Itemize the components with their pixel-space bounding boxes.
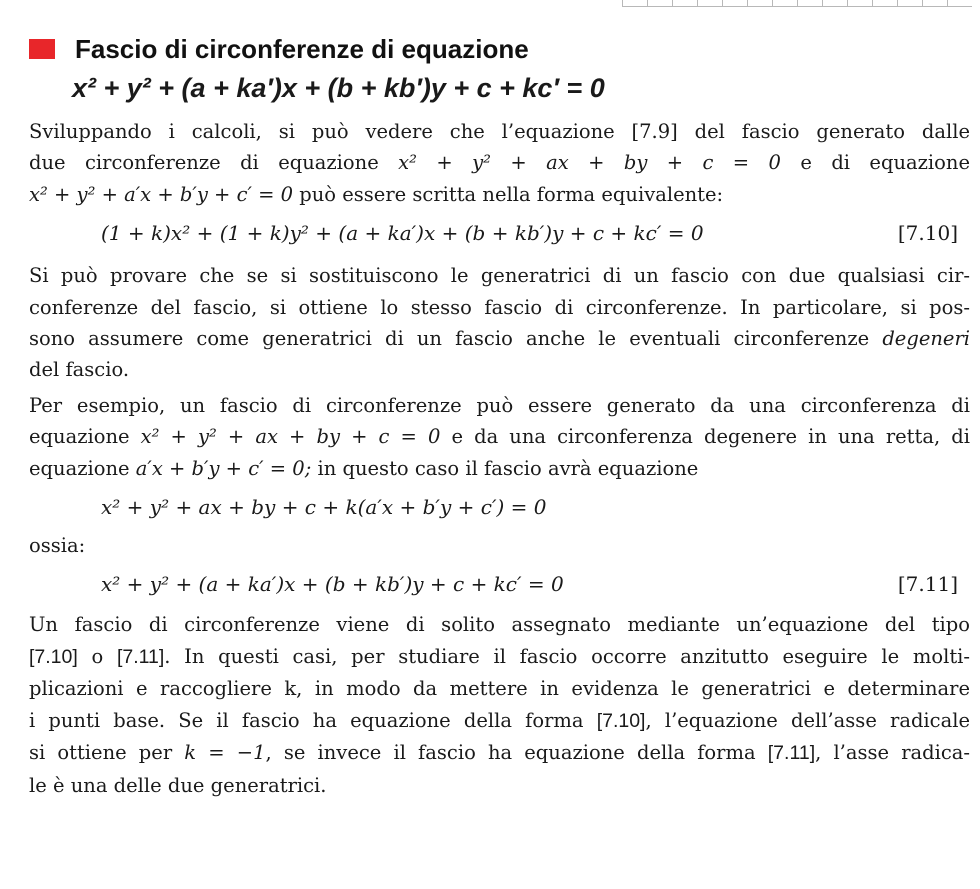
p4-line-3: plicazioni e raccogliere k, in modo da mettere in evidenza le generatrici e determinare: [29, 677, 970, 701]
ref-7-11-b: [7.11]: [767, 742, 816, 765]
p4-line-4: i punti base. Se il fascio ha equazione della forma [7.10], l’equazione dell’asse radicale: [29, 708, 970, 732]
emphasis-degeneri: degeneri: [882, 327, 971, 351]
p1-line-3: x² + y² + a′x + b′y + c′ = 0 può essere scritta nella forma equivalente:: [29, 182, 724, 206]
p1-line-2: due circonferenze di equazione x² + y² + ax + by + c = 0 e di equazione: [29, 151, 970, 175]
p2-line-2: conferenze del fascio, si ottiene lo stesso fascio di circonferenze. In particolare, si pos-: [29, 295, 970, 319]
p2-line-4: del fascio.: [29, 358, 130, 382]
equation-7-10-formula: (1 + k)x² + (1 + k)y² + (a + ka′)x + (b + kb′)y + c + kc′ = 0: [101, 221, 704, 246]
equation-7-11-formula: x² + y² + (a + ka′)x + (b + kb′)y + c + kc′ = 0: [101, 572, 564, 597]
equation-middle: [29, 492, 970, 522]
p4-line-5: si ottiene per k = −1, se invece il fascio ha equazione della forma [7.11], l’asse radica-: [29, 741, 970, 765]
p4-line-1: Un fascio di circonferenze viene di solito assegnato mediante un’equazione del tipo: [29, 613, 970, 637]
equation-7-11-tag: [7.11]: [897, 572, 958, 597]
p2-line-3: sono assumere come generatrici di un fascio anche le eventuali circonferenze degeneri: [29, 327, 971, 351]
p1-line-1: Sviluppando i calcoli, si può vedere che l’equazione [7.9] del fascio generato dalle: [29, 120, 970, 143]
p3-line-2: equazione x² + y² + ax + by + c = 0 e da una circonferenza degenere in una retta, di: [29, 425, 970, 449]
paragraph-2: [29, 260, 970, 386]
ref-7-11: [7.11]: [116, 645, 165, 668]
heading-title: Fascio di circonferenze di equazione: [75, 34, 529, 64]
p3-line-1: Per esempio, un fascio di circonferenze può essere generato da una circonferenza di: [29, 393, 970, 417]
p1-equation-b: x² + y² + a′x + b′y + c′ = 0: [29, 182, 294, 206]
equation-7-10-tag: [7.10]: [897, 221, 958, 246]
paragraph-1: [29, 116, 970, 210]
equation-7-11: [29, 569, 970, 599]
top-ruler-decoration: [622, 0, 972, 7]
equation-middle-formula: x² + y² + ax + by + c + k(a′x + b′y + c′) = 0: [101, 495, 547, 520]
document-page: [29, 34, 970, 801]
paragraph-3: [29, 390, 970, 484]
section-heading: [29, 34, 970, 64]
p3-equation-b: a′x + b′y + c′ = 0;: [135, 456, 312, 480]
p1-equation-a: x² + y² + ax + by + c = 0: [398, 151, 781, 175]
red-square-bullet-icon: [29, 39, 55, 59]
p4-line-6: le è una delle due generatrici.: [29, 773, 327, 797]
ref-7-10: [7.10]: [29, 645, 78, 668]
heading-equation: x² + y² + (a + ka′)x + (b + kb′)y + c + kc′ = 0: [72, 73, 605, 103]
equation-7-10: [29, 218, 970, 248]
p3-equation-a: x² + y² + ax + by + c = 0: [140, 425, 441, 449]
p4-equation-k: k = −1: [184, 741, 266, 765]
paragraph-4: [29, 609, 970, 800]
p4-line-2: [7.10] o [7.11]. In questi casi, per studiare il fascio occorre anzitutto eseguire le molti-: [29, 644, 971, 668]
ossia-line: ossia:: [29, 534, 86, 558]
p3-line-3: equazione a′x + b′y + c′ = 0; in questo caso il fascio avrà equazione: [29, 456, 699, 480]
ref-7-10-b: [7.10]: [596, 709, 646, 732]
p2-line-1: Si può provare che se si sostituiscono le generatrici di un fascio con due qualsiasi cir-: [29, 264, 970, 288]
